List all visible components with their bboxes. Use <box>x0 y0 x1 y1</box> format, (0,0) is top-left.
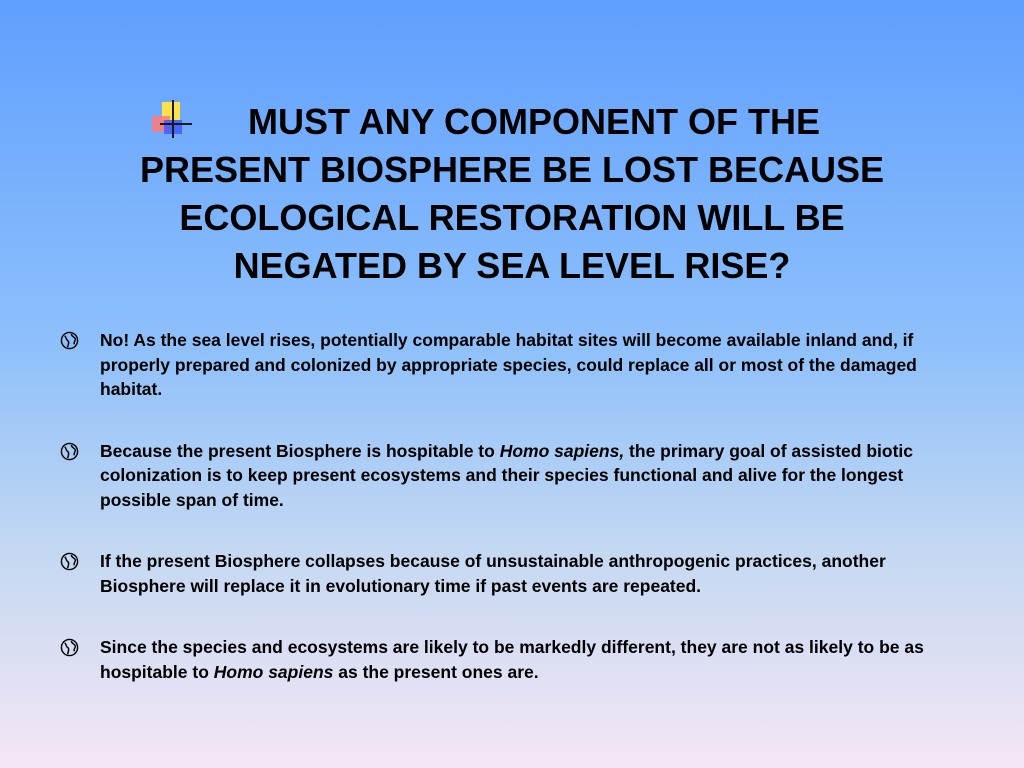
globe-icon <box>60 638 79 657</box>
bullet-text-before: Because the present Biosphere is hospitable to <box>100 440 500 461</box>
title-line-4: NEGATED BY SEA LEVEL RISE? <box>233 245 791 286</box>
globe-icon <box>60 331 79 350</box>
bullet-text <box>100 439 970 513</box>
bullet-text <box>100 635 970 684</box>
globe-icon <box>60 552 79 571</box>
bullet-item <box>60 439 970 513</box>
bullet-text-before: Since the species and ecosystems are likely to be markedly different, they are not as likely to be as hospitable to <box>100 637 924 682</box>
title-line-1: MUST ANY COMPONENT OF THE <box>247 101 820 142</box>
bullet-text-after: the primary goal of assisted biotic colonization is to keep present ecosystems and their species functional and alive for the longest possible span of time. <box>100 440 914 510</box>
slide-title <box>60 98 964 290</box>
bullet-text-italic: Homo sapiens <box>213 661 334 682</box>
title-line-3: ECOLOGICAL RESTORATION WILL BE <box>179 197 845 238</box>
bullet-text-italic: Homo sapiens, <box>499 440 625 461</box>
bullet-text-after: as the present ones are. <box>333 661 539 682</box>
globe-icon <box>60 442 79 461</box>
bullet-item <box>60 635 970 684</box>
bullet-list <box>60 328 970 684</box>
bullet-item <box>60 328 970 402</box>
title-line-2: PRESENT BIOSPHERE BE LOST BECAUSE <box>139 149 885 190</box>
bullet-text: No! As the sea level rises, potentially comparable habitat sites will become available inland and, if properly prepared and colonized by appropriate species, could replace all or most of the damaged habitat. <box>100 330 917 399</box>
bullet-item <box>60 549 970 598</box>
bullet-text: If the present Biosphere collapses because of unsustainable anthropogenic practices, another Biosphere will replace it in evolutionary time if past events are repeated. <box>100 551 886 596</box>
